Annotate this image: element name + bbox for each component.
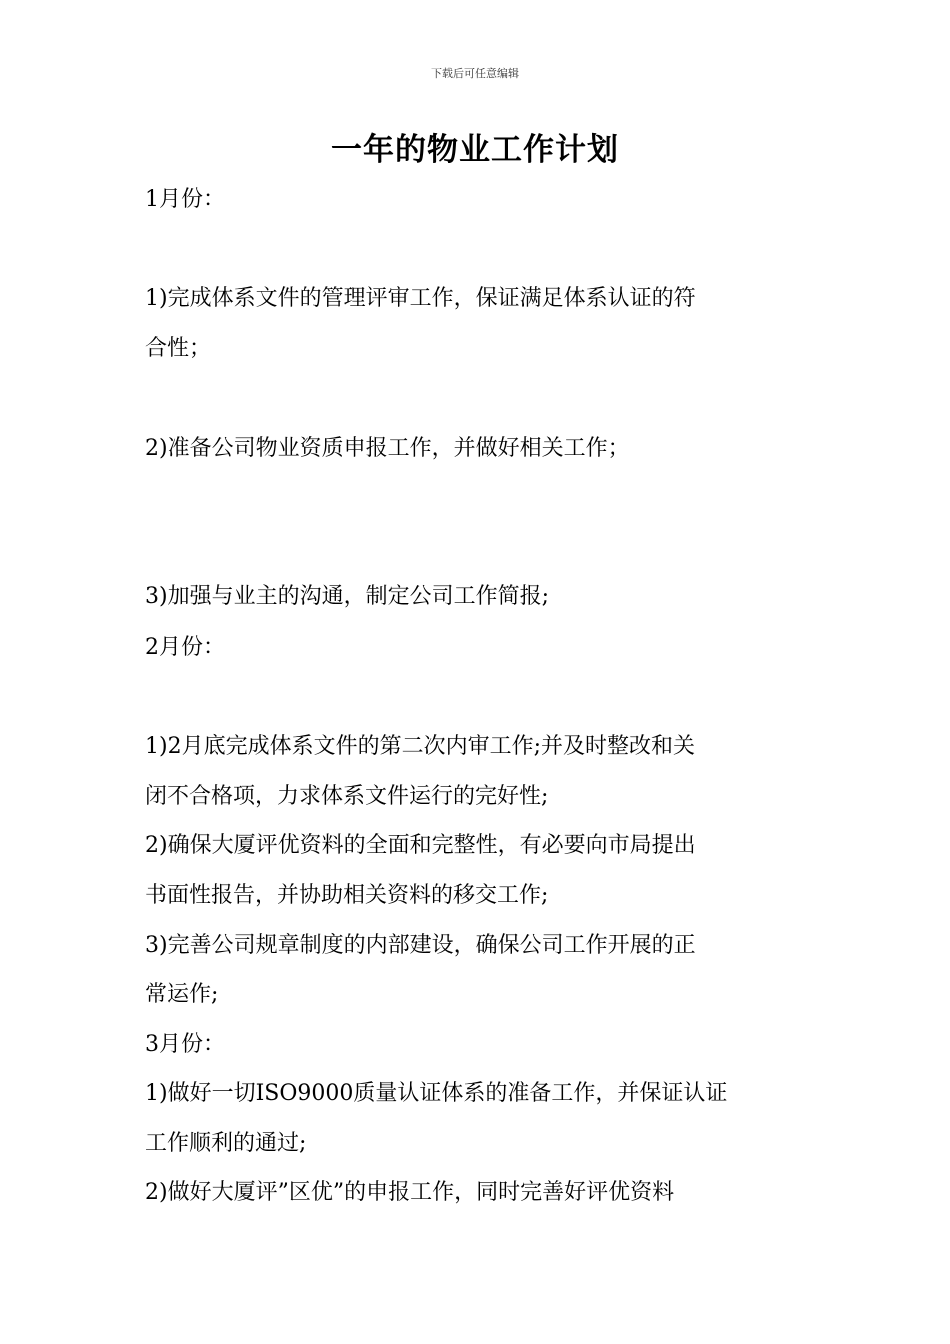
paragraph-line: 2)准备公司物业资质申报工作，并做好相关工作； xyxy=(145,436,630,461)
header-note: 下载后可任意编辑 xyxy=(431,67,519,80)
section-heading-march: 3月份： xyxy=(145,1032,225,1057)
paragraph-line: 2)确保大厦评优资料的全面和完整性，有必要向市局提出 xyxy=(145,833,696,858)
paragraph-line: 书面性报告，并协助相关资料的移交工作; xyxy=(145,883,549,908)
section-heading-january: 1月份： xyxy=(145,187,225,212)
paragraph-line: 常运作; xyxy=(145,982,219,1007)
paragraph-line: 1)完成体系文件的管理评审工作，保证满足体系认证的符 xyxy=(145,286,696,311)
paragraph-line: 3)完善公司规章制度的内部建设，确保公司工作开展的正 xyxy=(145,933,696,958)
paragraph-line: 3)加强与业主的沟通，制定公司工作简报; xyxy=(145,584,549,609)
paragraph-line: 闭不合格项，力求体系文件运行的完好性; xyxy=(145,784,549,809)
section-heading-february: 2月份： xyxy=(145,635,225,660)
paragraph-line: 工作顺利的通过; xyxy=(145,1131,307,1156)
paragraph-line: 1)做好一切ISO9000质量认证体系的准备工作，并保证认证 xyxy=(145,1081,728,1106)
document-title: 一年的物业工作计划 xyxy=(331,132,619,168)
paragraph-line: 2)做好大厦评”区优”的申报工作，同时完善好评优资料 xyxy=(145,1180,675,1205)
paragraph-line: 合性； xyxy=(145,336,212,361)
paragraph-line: 1)2月底完成体系文件的第二次内审工作;并及时整改和关 xyxy=(145,734,695,759)
